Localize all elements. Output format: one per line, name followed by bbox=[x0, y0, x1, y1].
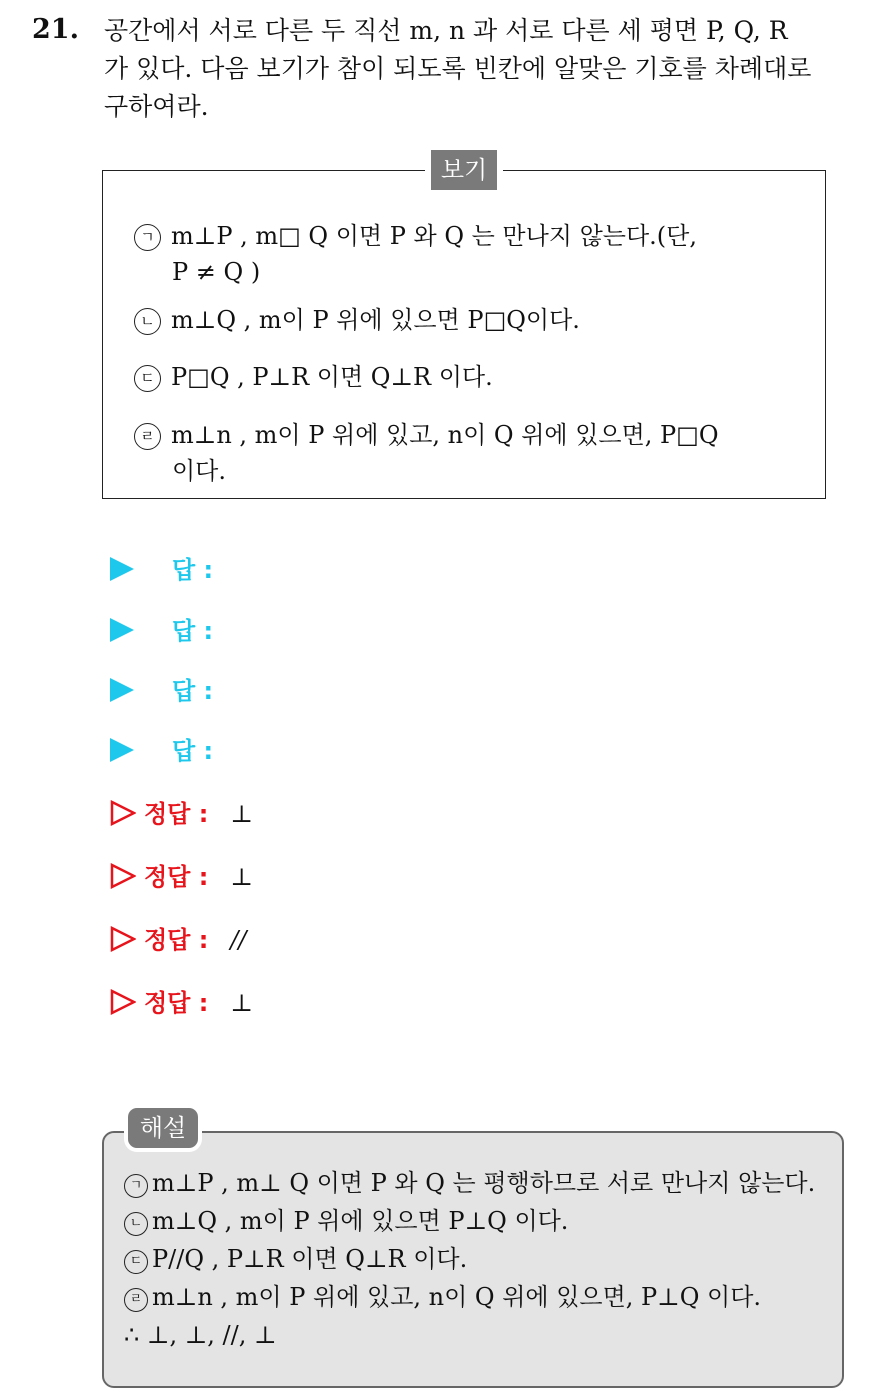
bogi-item bbox=[134, 218, 697, 290]
bogi-item-text: 이다. bbox=[172, 457, 226, 485]
play-triangle-icon bbox=[110, 618, 134, 642]
answer-row[interactable] bbox=[110, 731, 213, 766]
question-text bbox=[104, 12, 864, 126]
question-line: 공간에서 서로 다른 두 직선 m, n 과 서로 다른 세 평면 P, Q, R bbox=[104, 16, 788, 45]
correct-label: 정답 : bbox=[144, 989, 209, 1017]
correct-value: ⊥ bbox=[230, 863, 253, 891]
outline-triangle-icon bbox=[110, 863, 136, 889]
correct-answer-row bbox=[110, 920, 247, 955]
explanation-text: P//Q , P⊥R 이면 Q⊥R 이다. bbox=[152, 1245, 468, 1273]
circle-marker-icon: ㄱ bbox=[124, 1174, 148, 1198]
correct-label: 정답 : bbox=[144, 863, 209, 891]
bogi-item bbox=[134, 359, 493, 395]
answer-row[interactable] bbox=[110, 671, 213, 706]
explanation-text: m⊥P , m⊥ Q 이면 P 와 Q 는 평행하므로 서로 만나지 않는다. bbox=[152, 1169, 816, 1197]
bogi-item-text: P□Q , P⊥R 이면 Q⊥R 이다. bbox=[171, 363, 493, 391]
explanation-text: m⊥Q , m이 P 위에 있으면 P⊥Q 이다. bbox=[152, 1207, 569, 1235]
correct-answer-row bbox=[110, 857, 253, 892]
explanation-conclusion: ∴ ⊥, ⊥, //, ⊥ bbox=[124, 1321, 277, 1349]
outline-triangle-icon bbox=[110, 989, 136, 1015]
correct-value: // bbox=[230, 926, 247, 954]
correct-answer-row bbox=[110, 794, 253, 829]
outline-triangle-icon bbox=[110, 926, 136, 952]
circle-marker-icon: ㄹ bbox=[124, 1288, 148, 1312]
answer-label: 답 : bbox=[172, 677, 214, 705]
answer-row[interactable] bbox=[110, 611, 213, 646]
explanation-title: 해설 bbox=[128, 1108, 198, 1148]
correct-answer-row bbox=[110, 983, 253, 1018]
correct-label: 정답 : bbox=[144, 926, 209, 954]
bogi-title: 보기 bbox=[431, 150, 497, 190]
bogi-item-text: m⊥n , m이 P 위에 있고, n이 Q 위에 있으면, P□Q bbox=[171, 421, 719, 449]
bogi-item-text: m⊥P , m□ Q 이면 P 와 Q 는 만나지 않는다.(단, bbox=[171, 222, 697, 250]
circle-marker-icon: ㄷ bbox=[134, 365, 161, 392]
answer-label: 답 : bbox=[172, 737, 214, 765]
explanation-line bbox=[124, 1242, 467, 1276]
circle-marker-icon: ㄹ bbox=[134, 423, 161, 450]
circle-marker-icon: ㄴ bbox=[124, 1212, 148, 1236]
bogi-item-text: P ≠ Q ) bbox=[172, 258, 261, 286]
explanation-line bbox=[124, 1280, 761, 1314]
circle-marker-icon: ㄷ bbox=[124, 1250, 148, 1274]
explanation-line bbox=[124, 1166, 815, 1200]
circle-marker-icon: ㄴ bbox=[134, 308, 161, 335]
bogi-item bbox=[134, 302, 580, 338]
explanation-text: m⊥n , m이 P 위에 있고, n이 Q 위에 있으면, P⊥Q 이다. bbox=[152, 1283, 762, 1311]
correct-value: ⊥ bbox=[230, 989, 253, 1017]
question-line: 구하여라. bbox=[104, 92, 209, 121]
correct-label: 정답 : bbox=[144, 800, 209, 828]
correct-value: ⊥ bbox=[230, 800, 253, 828]
answer-row[interactable] bbox=[110, 550, 213, 585]
bogi-item-text: m⊥Q , m이 P 위에 있으면 P□Q이다. bbox=[171, 306, 580, 334]
play-triangle-icon bbox=[110, 557, 134, 581]
circle-marker-icon: ㄱ bbox=[134, 224, 161, 251]
outline-triangle-icon bbox=[110, 800, 136, 826]
bogi-item bbox=[134, 417, 719, 489]
explanation-line bbox=[124, 1204, 568, 1238]
answer-label: 답 : bbox=[172, 556, 214, 584]
play-triangle-icon bbox=[110, 678, 134, 702]
question-line: 가 있다. 다음 보기가 참이 되도록 빈칸에 알맞은 기호를 차례대로 bbox=[104, 54, 812, 83]
answer-label: 답 : bbox=[172, 617, 214, 645]
play-triangle-icon bbox=[110, 738, 134, 762]
question-number: 21. bbox=[32, 14, 79, 45]
